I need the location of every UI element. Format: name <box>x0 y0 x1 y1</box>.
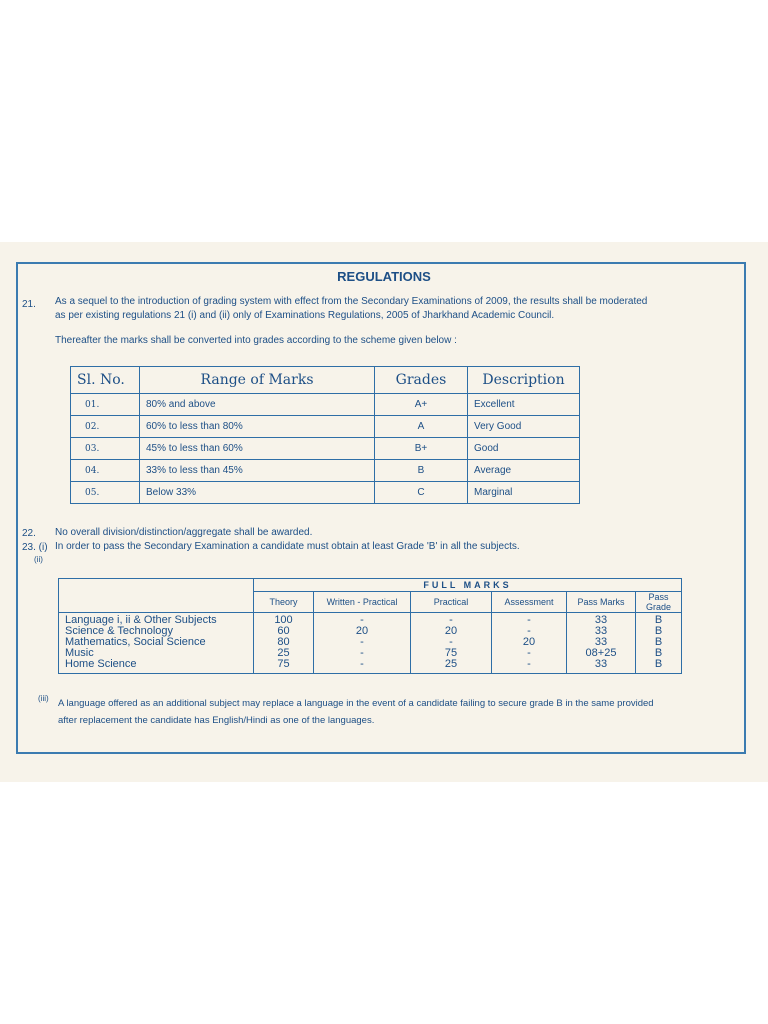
written-practical-value: - <box>360 636 364 648</box>
assessment-value: - <box>527 614 531 626</box>
theory-value: 80 <box>277 636 290 648</box>
header-practical: Practical <box>411 592 492 613</box>
written-practical-value: - <box>360 614 364 626</box>
header-assessment: Assessment <box>492 592 567 613</box>
assessment-value: - <box>527 647 531 659</box>
grade-table <box>70 366 580 504</box>
row-range: 80% and above <box>140 394 375 416</box>
header-grades: Grades <box>375 367 468 394</box>
pass-grade-value: B <box>654 614 663 626</box>
theory-column <box>254 613 314 674</box>
assessment-value: - <box>527 658 531 670</box>
theory-value: 75 <box>277 658 290 670</box>
written-practical-value: - <box>360 658 364 670</box>
row-description: Excellent <box>468 394 580 416</box>
subjects-column <box>59 613 254 674</box>
subject-name: Mathematics, Social Science <box>65 636 206 648</box>
row-range: Below 33% <box>140 482 375 504</box>
item-23-sub-ii: (ii) <box>34 555 43 564</box>
row-range: 45% to less than 60% <box>140 438 375 460</box>
pass-grade-value: B <box>654 625 663 637</box>
table-row <box>71 482 580 504</box>
theory-value: 25 <box>277 647 290 659</box>
table-row <box>71 438 580 460</box>
header-pass-grade: Pass Grade <box>636 592 682 613</box>
subject-name: Science & Technology <box>65 625 174 637</box>
subject-name: Language i, ii & Other Subjects <box>65 614 217 626</box>
item-23-number: 23. (i) <box>22 542 48 553</box>
subject-header-blank <box>59 579 254 613</box>
item-21-line3: Thereafter the marks shall be converted into grades according to the scheme given below : <box>55 335 457 346</box>
written-practical-value: - <box>360 647 364 659</box>
pass-marks-value: 33 <box>594 625 608 637</box>
assessment-value: 20 <box>522 636 536 648</box>
pass-grade-value: B <box>654 647 663 659</box>
item-iii-line1: A language offered as an additional subject may replace a language in the event of a candidate failing to secure grade B in the same provided <box>58 698 654 709</box>
practical-value: 25 <box>444 658 458 670</box>
marks-body-row <box>59 613 682 674</box>
item-iii-line2: after replacement the candidate has English/Hindi as one of the languages. <box>58 715 375 726</box>
practical-column <box>411 613 492 674</box>
pass-grade-value: B <box>654 636 663 648</box>
table-row <box>71 394 580 416</box>
grade-table-header <box>71 367 580 394</box>
subject-name: Music <box>65 647 94 659</box>
row-description: Very Good <box>468 416 580 438</box>
full-marks-header: FULL MARKS <box>254 579 682 592</box>
item-23-text: In order to pass the Secondary Examination a candidate must obtain at least Grade 'B' in all the subjects. <box>55 541 520 552</box>
row-description: Good <box>468 438 580 460</box>
row-grade: B+ <box>375 438 468 460</box>
pass-marks-value: 33 <box>594 658 608 670</box>
header-pass-marks: Pass Marks <box>567 592 636 613</box>
page-title: REGULATIONS <box>337 269 431 284</box>
item-21-line2: as per existing regulations 21 (i) and (ii) only of Examinations Regulations, 2005 of Jharkhand Academic Council. <box>55 310 555 321</box>
practical-value: 75 <box>444 647 458 659</box>
pass-marks-value: 33 <box>594 636 608 648</box>
subject-name: Home Science <box>65 658 137 670</box>
item-22-number: 22. <box>22 528 36 539</box>
marks-group-header-row <box>59 579 682 592</box>
practical-value: 20 <box>444 625 458 637</box>
marks-table <box>58 578 682 674</box>
theory-value: 60 <box>277 625 290 637</box>
assessment-column <box>492 613 567 674</box>
row-range: 60% to less than 80% <box>140 416 375 438</box>
row-sl: 05. <box>71 482 140 504</box>
item-22-text: No overall division/distinction/aggregate shall be awarded. <box>55 527 313 538</box>
row-range: 33% to less than 45% <box>140 460 375 482</box>
assessment-value: - <box>527 625 531 637</box>
row-grade: C <box>375 482 468 504</box>
header-sl-no: Sl. No. <box>71 367 140 394</box>
item-21-number: 21. <box>22 299 36 310</box>
written-practical-value: 20 <box>355 625 369 637</box>
item-21-line1: As a sequel to the introduction of grading system with effect from the Secondary Examinations of 2009, the results shall be moderated <box>55 296 648 307</box>
table-row <box>71 460 580 482</box>
pass-marks-column <box>567 613 636 674</box>
practical-value: - <box>449 636 453 648</box>
pass-grade-value: B <box>654 658 663 670</box>
header-range: Range of Marks <box>140 367 375 394</box>
theory-value: 100 <box>274 614 293 626</box>
row-sl: 03. <box>71 438 140 460</box>
row-description: Marginal <box>468 482 580 504</box>
row-sl: 04. <box>71 460 140 482</box>
pass-marks-value: 08+25 <box>585 647 617 659</box>
header-description: Description <box>468 367 580 394</box>
row-description: Average <box>468 460 580 482</box>
row-grade: B <box>375 460 468 482</box>
header-written-practical: Written - Practical <box>314 592 411 613</box>
item-iii-number: (iii) <box>38 694 49 703</box>
header-theory: Theory <box>254 592 314 613</box>
pass-grade-column <box>636 613 682 674</box>
row-sl: 01. <box>71 394 140 416</box>
table-row <box>71 416 580 438</box>
document-page <box>0 242 768 782</box>
row-grade: A <box>375 416 468 438</box>
pass-marks-value: 33 <box>594 614 608 626</box>
row-sl: 02. <box>71 416 140 438</box>
practical-value: - <box>449 614 453 626</box>
row-grade: A+ <box>375 394 468 416</box>
written-practical-column <box>314 613 411 674</box>
